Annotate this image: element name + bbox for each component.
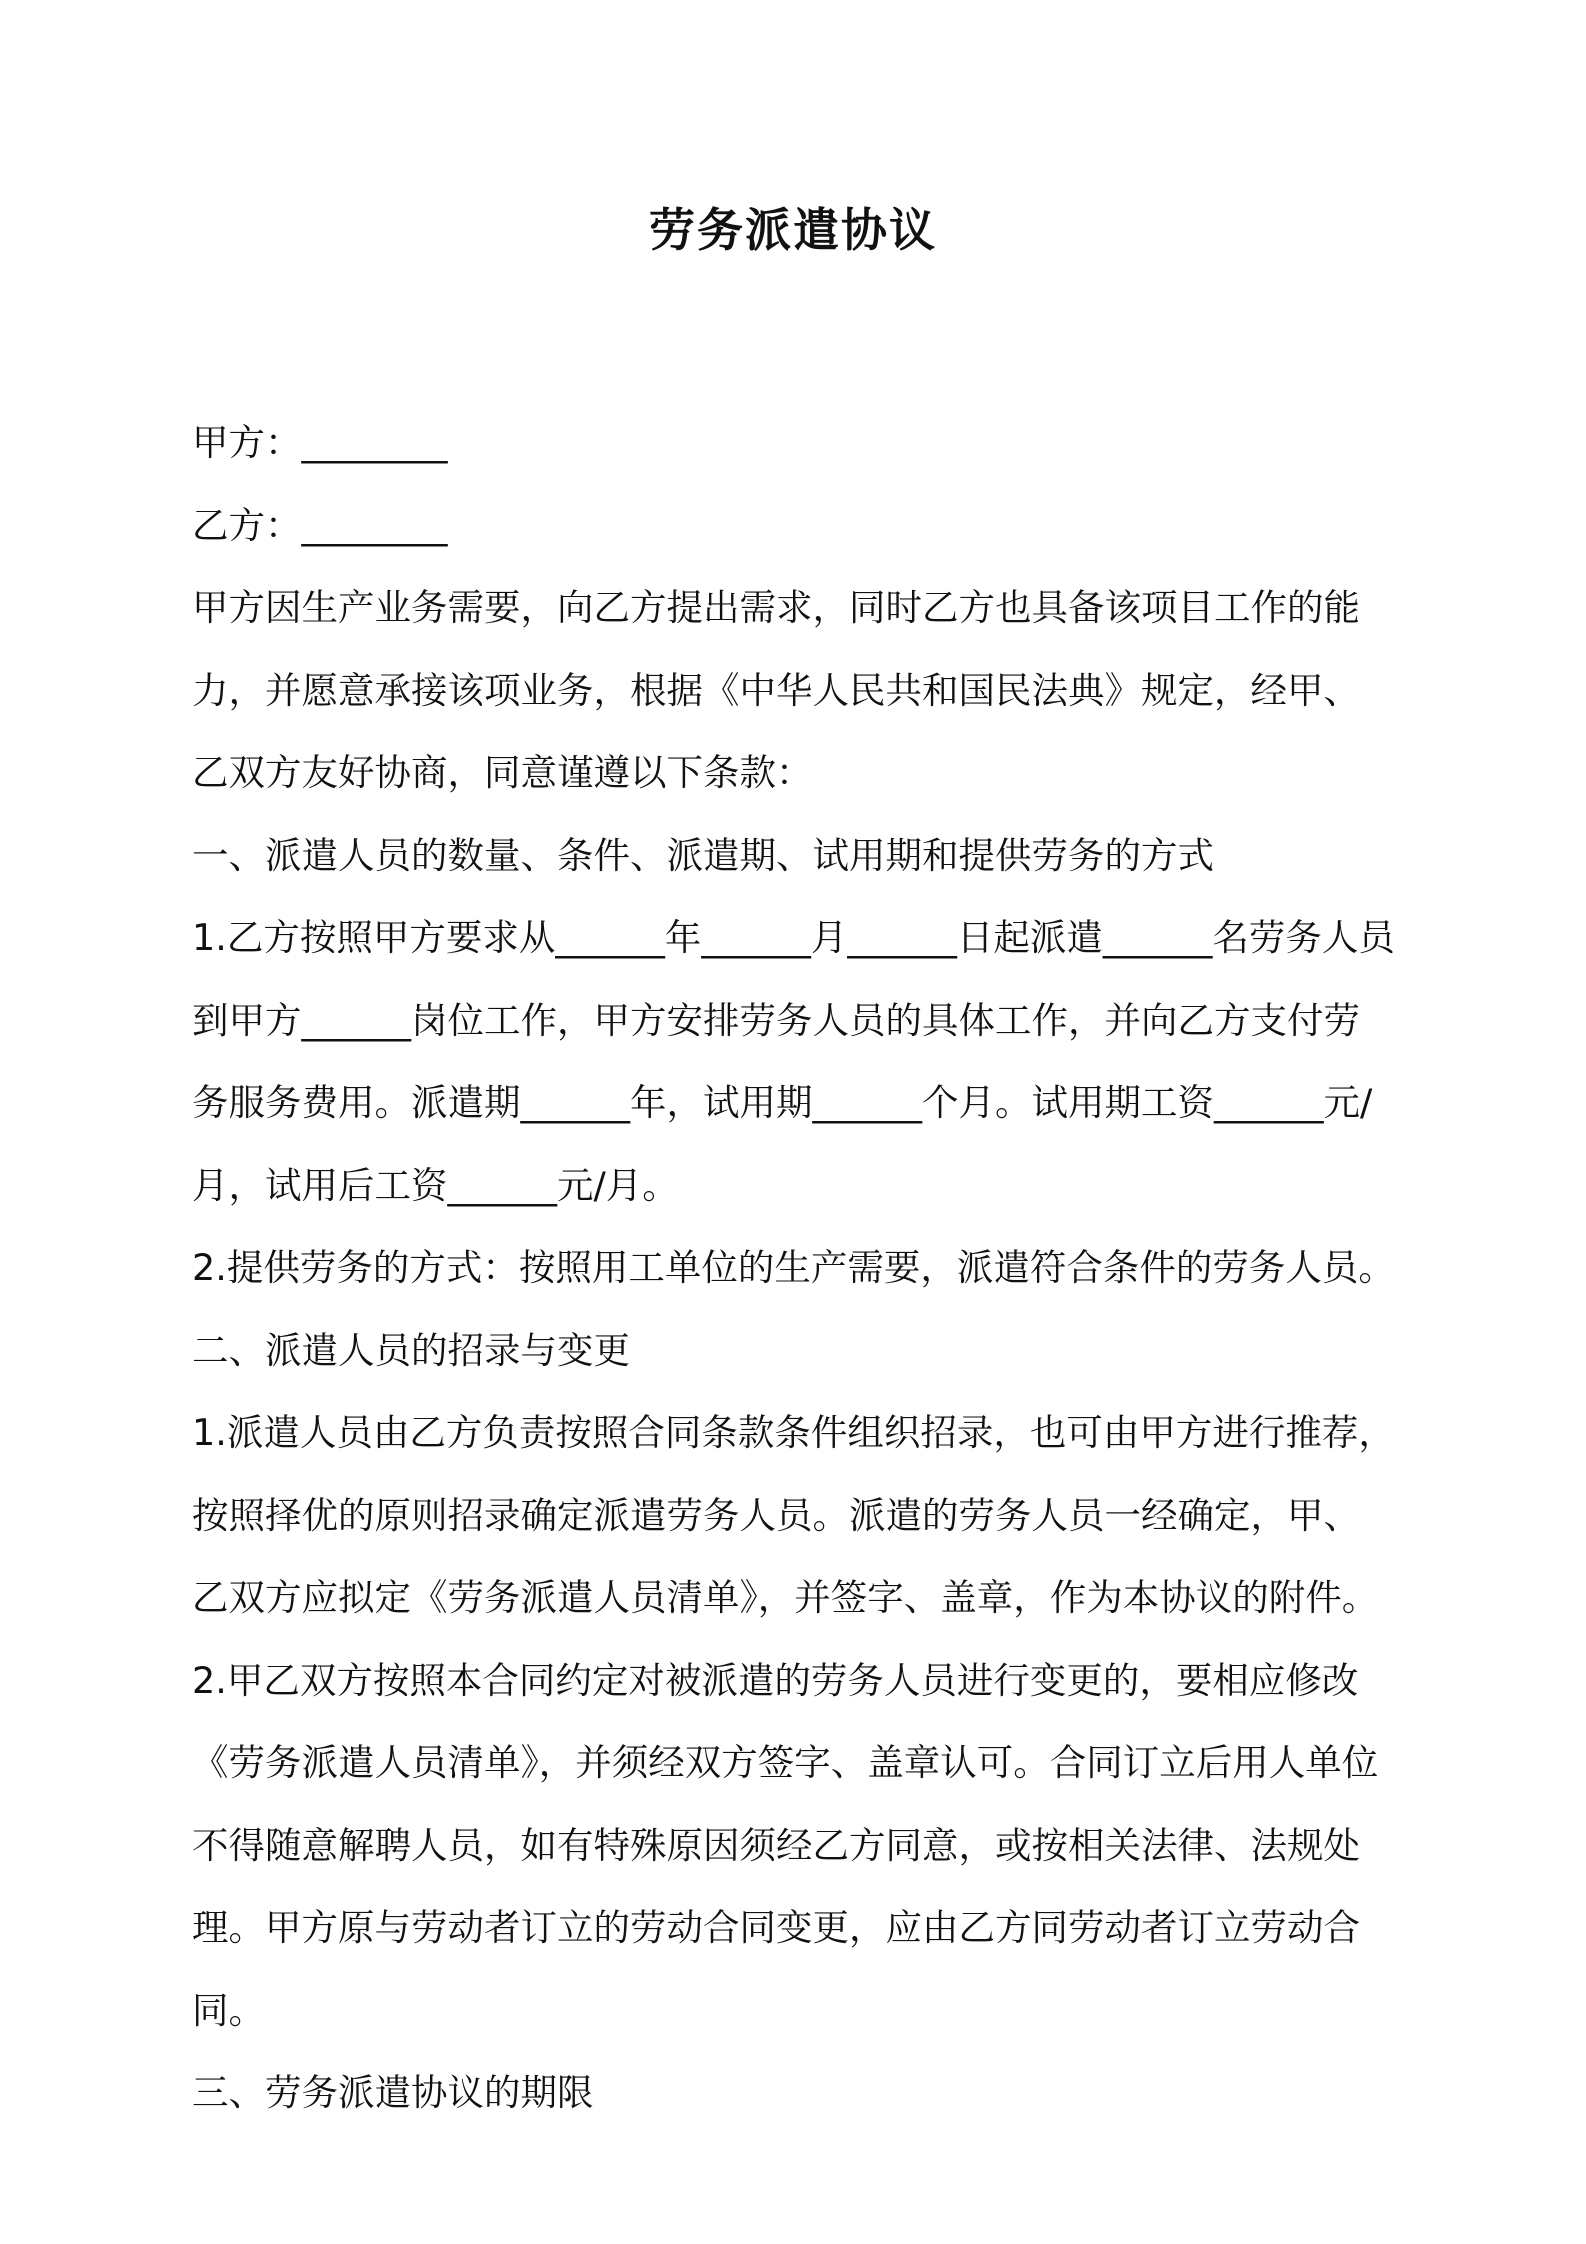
document-body: [192, 402, 1402, 2135]
clause-line: 同。: [192, 1988, 265, 2032]
preamble-line: 甲方因生产业务需要，向乙方提出需求，同时乙方也具备该项目工作的能: [192, 586, 1360, 629]
clause-line: 2.提供劳务的方式：按照用工单位的生产需要，派遣符合条件的劳务人员。: [192, 1246, 1395, 1289]
section-heading-1: 一、派遣人员的数量、条件、派遣期、试用期和提供劳务的方式: [192, 833, 1214, 877]
section-heading-3: 三、劳务派遣协议的期限: [192, 2071, 594, 2114]
clause-line: 2.甲乙双方按照本合同约定对被派遣的劳务人员进行变更的，要相应修改: [192, 1658, 1359, 1702]
preamble-line: 力，并愿意承接该项业务，根据《中华人民共和国民法典》规定，经甲、: [192, 668, 1360, 712]
clause-line: 月，试用后工资______元/月。: [192, 1163, 679, 1207]
clause-line: 1.乙方按照甲方要求从______年______月______日起派遣______名劳务人员: [192, 916, 1395, 959]
clause-line: 1.派遣人员由乙方负责按照合同条款条件组织招录，也可由甲方进行推荐，: [192, 1411, 1395, 1454]
clause-line: 务服务费用。派遣期______年，试用期______个月。试用期工资______元/: [192, 1081, 1373, 1124]
section-heading-2: 二、派遣人员的招录与变更: [192, 1328, 630, 1372]
party-b-line: 乙方：________: [192, 503, 448, 547]
clause-line: 《劳务派遣人员清单》，并须经双方签字、盖章认可。合同订立后用人单位: [192, 1741, 1379, 1784]
party-a-line: 甲方：________: [192, 421, 448, 464]
clause-line: 到甲方______岗位工作，甲方安排劳务人员的具体工作，并向乙方支付劳: [192, 998, 1360, 1042]
clause-line: 不得随意解聘人员，如有特殊原因须经乙方同意，或按相关法律、法规处: [192, 1823, 1360, 1867]
preamble-line: 乙双方友好协商，同意谨遵以下条款：: [192, 751, 813, 794]
document-title: 劳务派遣协议: [649, 203, 937, 257]
clause-line: 理。甲方原与劳动者订立的劳动合同变更，应由乙方同劳动者订立劳动合: [192, 1906, 1360, 1949]
clause-line: 按照择优的原则招录确定派遣劳务人员。派遣的劳务人员一经确定，甲、: [192, 1493, 1360, 1537]
clause-line: 乙双方应拟定《劳务派遣人员清单》，并签字、盖章，作为本协议的附件。: [192, 1576, 1379, 1619]
